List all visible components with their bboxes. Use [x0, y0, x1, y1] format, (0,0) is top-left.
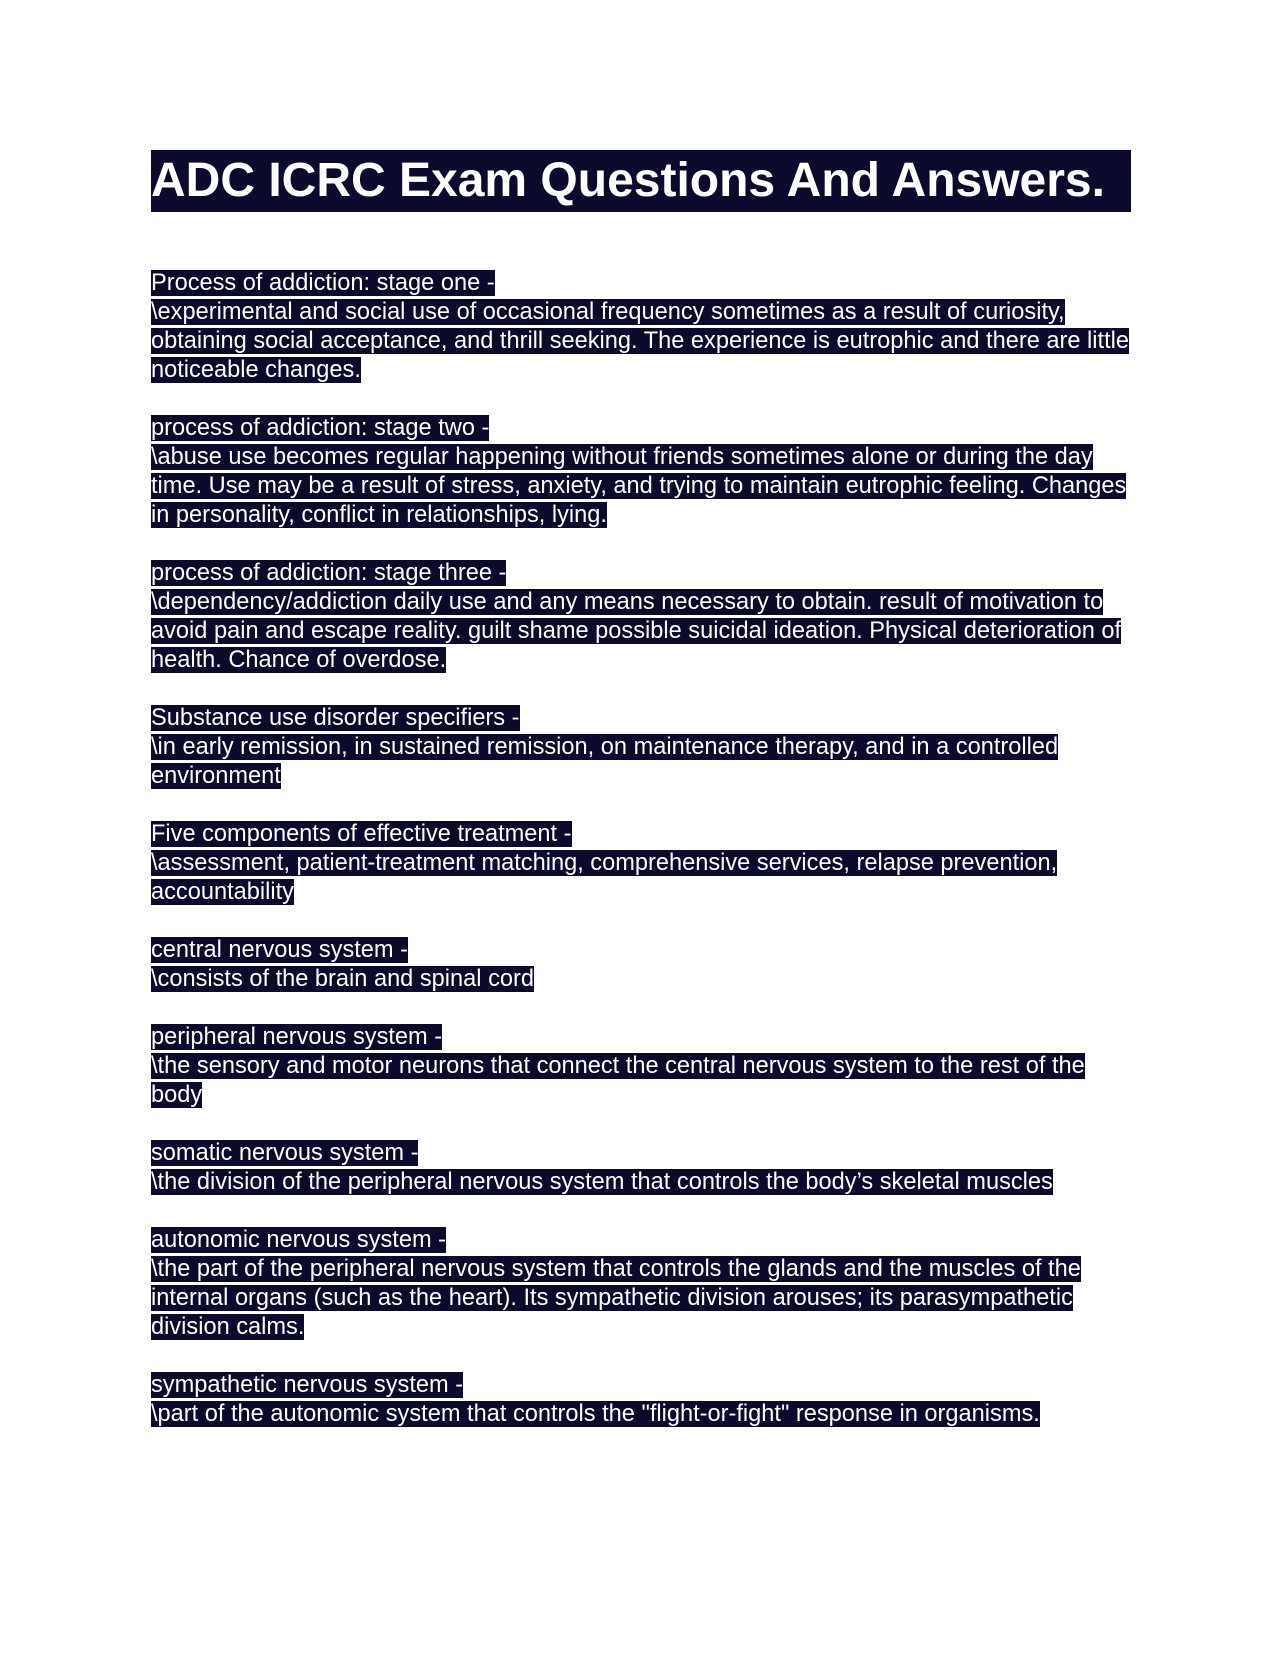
qa-entry [151, 1023, 1131, 1110]
document-page [151, 150, 1131, 1458]
qa-entry [151, 1226, 1131, 1342]
entry-definition: \the sensory and motor neurons that connect the central nervous system to the rest of the body [151, 1053, 1085, 1108]
qa-entry [151, 936, 1131, 994]
entry-definition: \dependency/addiction daily use and any means necessary to obtain. result of motivation to avoid pain and escape reality. guilt shame possible suicidal ideation. Physical deterioration of health. Chance of overdose. [151, 589, 1122, 673]
entry-term: autonomic nervous system - [151, 1227, 447, 1253]
entry-term: central nervous system - [151, 937, 408, 963]
entry-term: Process of addiction: stage one - [151, 270, 495, 296]
qa-entry [151, 269, 1131, 385]
qa-entry [151, 820, 1131, 907]
entry-term: Five components of effective treatment - [151, 821, 572, 847]
entry-definition: \in early remission, in sustained remission, on maintenance therapy, and in a controlled environment [151, 734, 1059, 789]
entry-term: Substance use disorder specifiers - [151, 705, 520, 731]
entry-term: process of addiction: stage two - [151, 415, 490, 441]
entry-definition: \part of the autonomic system that controls the "flight-or-fight" response in organisms. [151, 1401, 1040, 1427]
qa-entry [151, 414, 1131, 530]
qa-entry [151, 559, 1131, 675]
entry-term: sympathetic nervous system - [151, 1372, 464, 1398]
entry-term: somatic nervous system - [151, 1140, 419, 1166]
entry-definition: \the part of the peripheral nervous system that controls the glands and the muscles of the internal organs (such as the heart). Its sympathetic division arouses; its parasympathetic division calms. [151, 1256, 1081, 1340]
entry-definition: \consists of the brain and spinal cord [151, 966, 534, 992]
entry-term: peripheral nervous system - [151, 1024, 443, 1050]
qa-list [151, 269, 1131, 1429]
qa-entry [151, 1139, 1131, 1197]
qa-entry [151, 1371, 1131, 1429]
entry-definition: \assessment, patient-treatment matching, comprehensive services, relapse prevention, accountability [151, 850, 1058, 905]
entry-definition: \abuse use becomes regular happening without friends sometimes alone or during the day time. Use may be a result of stress, anxiety, and trying to maintain eutrophic feeling. Changes in personality, conflict in relationships, lying. [151, 444, 1127, 528]
document-title: ADC ICRC Exam Questions And Answers. [151, 150, 1131, 212]
entry-definition: \experimental and social use of occasional frequency sometimes as a result of curiosity, obtaining social acceptance, and thrill seeking. The experience is eutrophic and there are little noticeable changes. [151, 299, 1129, 383]
entry-definition: \the division of the peripheral nervous system that controls the body’s skeletal muscles [151, 1169, 1053, 1195]
entry-term: process of addiction: stage three - [151, 560, 507, 586]
qa-entry [151, 704, 1131, 791]
